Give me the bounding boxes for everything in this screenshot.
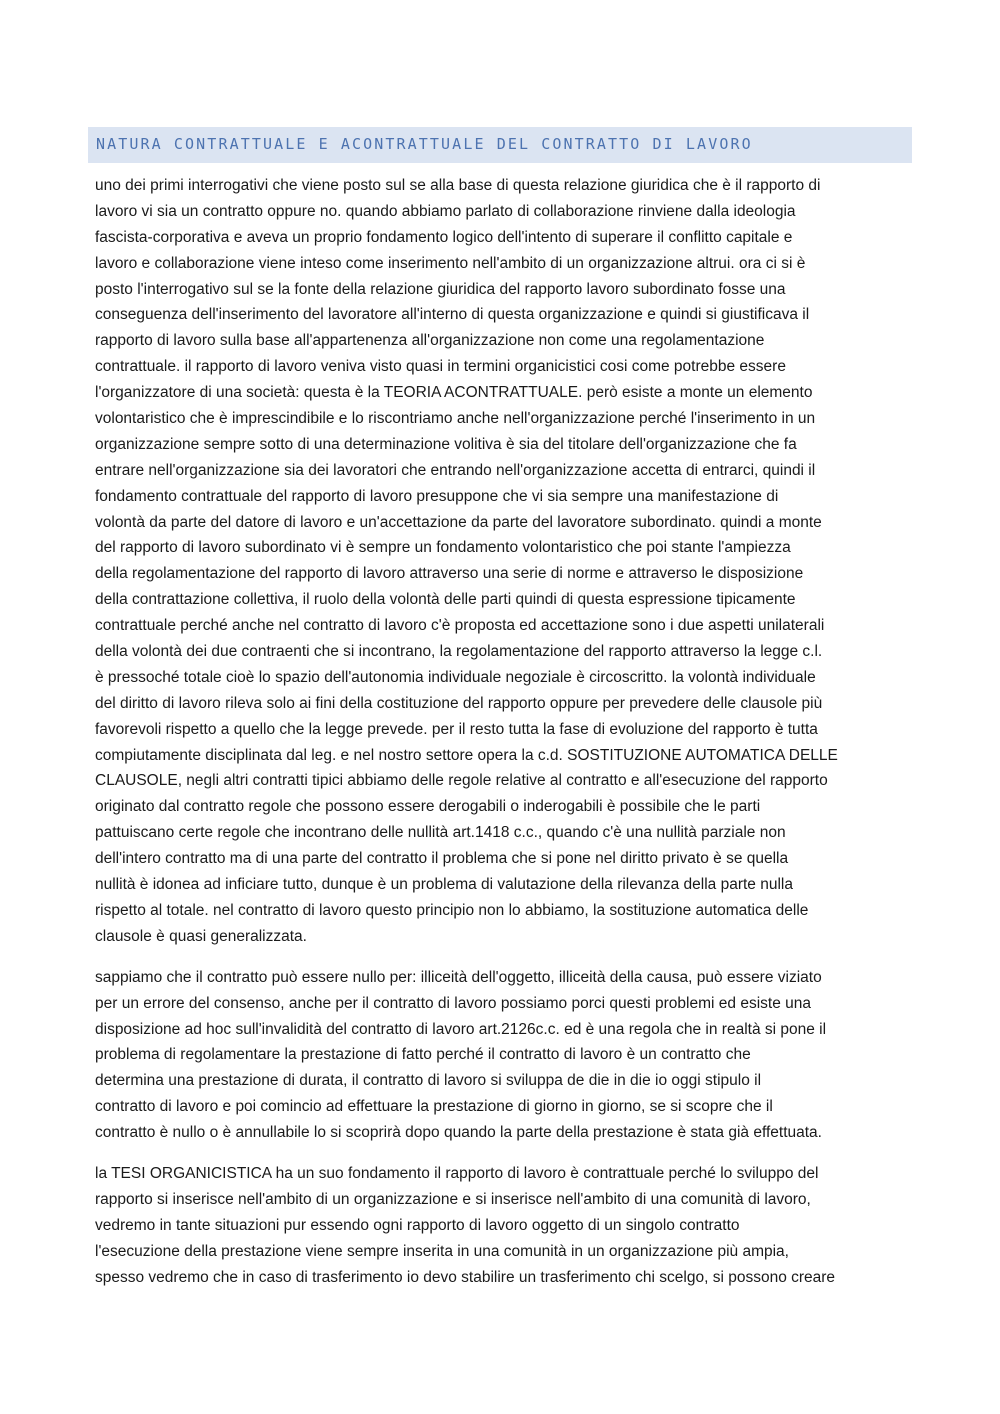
text-line: lavoro e collaborazione viene inteso come inserimento nell'ambito di un organizzazione altrui. ora ci si è	[95, 254, 806, 272]
text-line: della volontà dei due contraenti che si incontrano, la regolamentazione del rapporto attraverso la legge c.l.	[95, 643, 823, 661]
text-line: CLAUSOLE, negli altri contratti tipici abbiamo delle regole relative al contratto e all'esecuzione del rapporto	[95, 772, 828, 790]
text-line: della regolamentazione del rapporto di lavoro attraverso una serie di norme e attraverso le disposizione	[95, 565, 804, 583]
text-line: è pressoché totale cioè lo spazio dell'autonomia individuale negoziale è circoscritto. la volontà individuale	[95, 668, 816, 686]
text-line: rispetto al totale. nel contratto di lavoro questo principio non lo abbiamo, la sostituzione automatica delle	[95, 901, 809, 919]
text-line: volontà da parte del datore di lavoro e un'accettazione da parte del lavoratore subordinato. quindi a monte	[95, 513, 822, 531]
text-line: nullità è idonea ad inficiare tutto, dunque è un problema di valutazione della rilevanza della parte nulla	[95, 876, 793, 894]
text-line: contrattuale perché anche nel contratto di lavoro c'è proposta ed accettazione sono i due aspetti unilaterali	[95, 617, 825, 635]
paragraph	[95, 173, 915, 950]
text-line: uno dei primi interrogativi che viene posto sul se alla base di questa relazione giuridica che è il rapporto di	[95, 177, 821, 194]
text-line: posto l'interrogativo sul se la fonte della relazione giuridica del rapporto lavoro subordinato fosse una	[95, 280, 786, 298]
text-line: fondamento contrattuale del rapporto di lavoro presuppone che vi sia sempre una manifestazione di	[95, 487, 779, 505]
text-line: determina una prestazione di durata, il contratto di lavoro si sviluppa de die in die io oggi stipulo il	[95, 1072, 762, 1090]
text-line: la TESI ORGANICISTICA ha un suo fondamento il rapporto di lavoro è contrattuale perché lo sviluppo del	[95, 1164, 819, 1182]
text-line: volontaristico che è imprescindibile e lo riscontriamo anche nell'organizzazione perché l'inserimento in un	[95, 410, 816, 428]
text-line: dell'intero contratto ma di una parte del contratto il problema che si pone nel diritto privato è se quella	[95, 850, 789, 868]
text-line: per un errore del consenso, anche per il contratto di lavoro possiamo porci questi problemi ed esiste una	[95, 994, 811, 1012]
text-line: del rapporto di lavoro subordinato vi è sempre un fondamento volontaristico che poi stante l'ampiezza	[95, 539, 791, 557]
text-line: spesso vedremo che in caso di trasferimento io devo stabilire un trasferimento chi scelgo, si possono creare	[95, 1268, 836, 1286]
text-line: organizzazione sempre sotto di una determinazione volitiva è sia del titolare dell'organizzazione che fa	[95, 435, 797, 453]
text-line: contratto è nullo o è annullabile lo si scoprirà dopo quando la parte della prestazione è stata già effettuata.	[95, 1124, 822, 1142]
text-line: l'organizzatore di una società: questa è la TEORIA ACONTRATTUALE. però esiste a monte un elemento	[95, 384, 813, 402]
text-line: lavoro vi sia un contratto oppure no. quando abbiamo parlato di collaborazione rinviene dalla ideologia	[95, 202, 796, 220]
text-line: l'esecuzione della prestazione viene sempre inserita in una comunità in un organizzazione più ampia,	[95, 1242, 789, 1260]
text-line: disposizione ad hoc sull'invalidità del contratto di lavoro art.2126c.c. ed è una regola che in realtà si pone il	[95, 1020, 827, 1038]
text-line: del diritto di lavoro rileva solo ai fini della costituzione del rapporto oppure per prevedere delle clausole più	[95, 694, 823, 712]
text-line: contratto di lavoro e poi comincio ad effettuare la prestazione di giorno in giorno, se si scopre che il	[95, 1098, 773, 1116]
text-line: pattuiscano certe regole che incontrano delle nullità art.1418 c.c., quando c'è una nullità parziale non	[95, 824, 786, 842]
text-line: originato dal contratto regole che possono essere derogabili o inderogabili è possibile che le parti	[95, 798, 761, 816]
text-line: contrattuale. il rapporto di lavoro veniva visto quasi in termini organicistici cosi come potrebbe essere	[95, 358, 786, 376]
paragraph	[95, 965, 915, 1146]
text-line: rapporto si inserisce nell'ambito di un organizzazione e si inserisce nell'ambito di una comunità di lavoro,	[95, 1190, 811, 1208]
text-line: conseguenza dell'inserimento del lavoratore all'interno di questa organizzazione e quindi si giustificava il	[95, 306, 810, 324]
text-line: della contrattazione collettiva, il ruolo della volontà delle parti quindi di questa espressione tipicamente	[95, 591, 796, 609]
text-line: rapporto di lavoro sulla base all'appartenenza all'organizzazione non come una regolamentazione	[95, 332, 765, 350]
text-line: entrare nell'organizzazione sia dei lavoratori che entrando nell'organizzazione accetta di entrarci, quindi il	[95, 461, 816, 479]
section-heading: NATURA CONTRATTUALE E ACONTRATTUALE DEL CONTRATTO DI LAVORO	[96, 135, 753, 153]
text-line: problema di regolamentare la prestazione di fatto perché il contratto di lavoro è un contratto che	[95, 1046, 751, 1064]
paragraph	[95, 1161, 915, 1290]
text-line: vedremo in tante situazioni pur essendo ogni rapporto di lavoro oggetto di un singolo contratto	[95, 1216, 740, 1234]
text-line: favorevoli rispetto a quello che la legge prevede. per il resto tutta la fase di evoluzione del rapporto è tutta	[95, 720, 818, 738]
paragraph-gap	[95, 1146, 915, 1161]
document-body	[95, 173, 915, 1290]
text-line: fascista-corporativa e aveva un proprio fondamento logico dell'intento di superare il conflitto capitale e	[95, 228, 793, 246]
text-line: clausole è quasi generalizzata.	[95, 927, 307, 945]
text-line: sappiamo che il contratto può essere nullo per: illiceità dell'oggetto, illiceità della causa, può essere viziato	[95, 968, 822, 986]
text-line: compiutamente disciplinata dal leg. e nel nostro settore opera la c.d. SOSTITUZIONE AUTOMATICA DELLE	[95, 746, 838, 764]
paragraph-gap	[95, 950, 915, 965]
